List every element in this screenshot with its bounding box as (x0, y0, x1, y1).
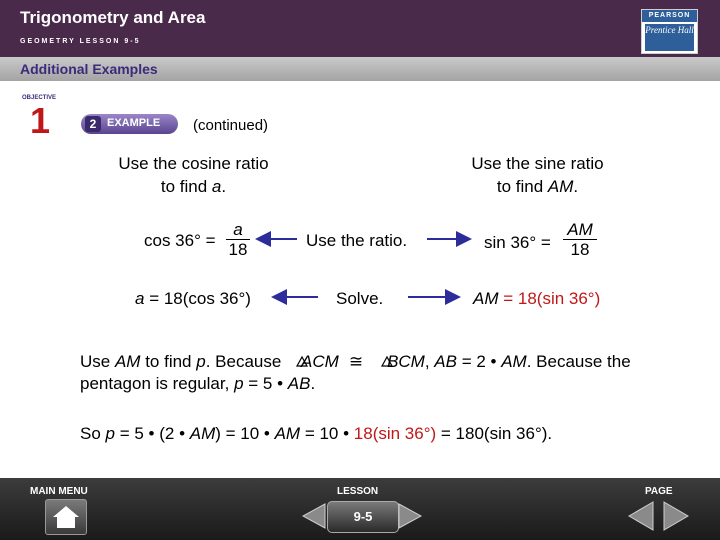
lesson-next-button[interactable] (397, 501, 427, 531)
page-prev-button[interactable] (625, 499, 655, 533)
page-label: PAGE (645, 486, 673, 497)
lesson-prev-button[interactable] (297, 501, 327, 531)
home-icon (46, 500, 86, 534)
lesson-number[interactable]: 9-5 (327, 501, 399, 533)
banner-label: Additional Examples (20, 61, 158, 77)
objective-number: 1 (29, 100, 51, 141)
cosine-solution: a = 18(cos 36°) (135, 289, 251, 308)
sine-solution: AM = 18(sin 36°) (473, 289, 601, 308)
main-menu-label: MAIN MENU (30, 486, 88, 497)
objective-label: OBJECTIVE (21, 95, 56, 101)
cosine-equation-lhs: cos 36° = (144, 231, 216, 250)
page-next-button[interactable] (662, 499, 692, 533)
sine-heading-line1: Use the sine ratio (471, 154, 604, 173)
cosine-numerator: a (226, 220, 250, 240)
home-button[interactable] (45, 499, 87, 535)
continued-label: (continued) (193, 117, 269, 134)
lesson-nav (297, 501, 427, 531)
cosine-heading-line1: Use the cosine ratio (118, 154, 269, 173)
step-solve: Solve. (336, 289, 384, 308)
step-use-ratio: Use the ratio. (306, 231, 408, 250)
logo-top-text: PEARSON (642, 10, 697, 22)
sine-numerator: AM (563, 220, 597, 240)
explanation-line1: Use AM to find p. Because ACM ≅ BCM, AB = 2 • AM. Because the (80, 352, 631, 371)
logo-bottom-text: Prentice Hall (645, 24, 694, 51)
sine-denominator: 18 (570, 240, 590, 259)
cosine-denominator: 18 (228, 240, 248, 259)
sine-heading-line2: to find AM. (496, 177, 579, 196)
example-number: 2 (85, 116, 101, 132)
final-equation: So p = 5 • (2 • AM) = 10 • AM = 10 • 18(sin 36°) = 180(sin 36°). (80, 424, 553, 443)
lesson-subtitle: GEOMETRY LESSON 9-5 (20, 38, 141, 45)
example-label: EXAMPLE (107, 117, 161, 129)
cosine-heading-line2: to find a. (160, 177, 227, 196)
page-title: Trigonometry and Area (20, 8, 206, 27)
sine-equation-lhs: sin 36° = (484, 233, 551, 252)
lesson-label: LESSON (337, 486, 379, 497)
explanation-line2: pentagon is regular, p = 5 • AB. (80, 374, 316, 393)
